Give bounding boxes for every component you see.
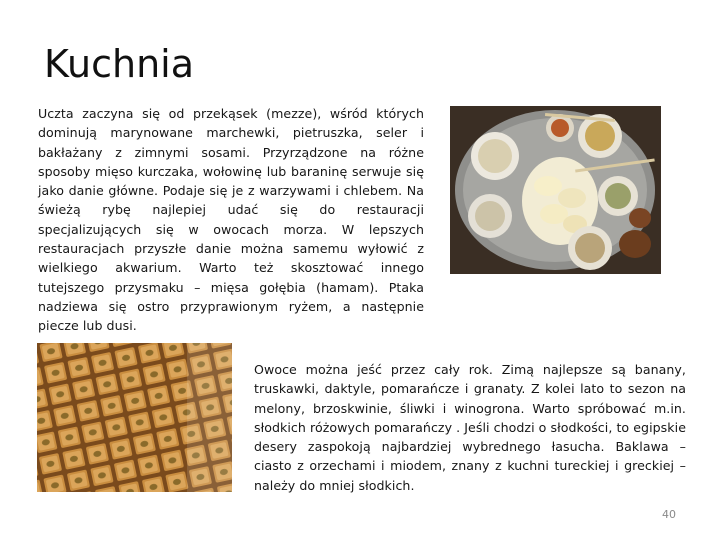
mezze-photo (450, 106, 661, 274)
slide-title: Kuchnia (44, 42, 195, 86)
paragraph-mezze: Uczta zaczyna się od przekąsek (mezze), wśród których dominują marynowane marchewki, pietruszka, seler i bakłażany z zimnymi sosami. Przyrządzone na różne sposoby mięso kurczaka, wołowinę lub baraninę serwuje się jako danie główne. Podaje się je z warzywami i chlebem. Na świeżą rybę najlepiej udać się do restauracji specjalizujących się w owocach morza. W lepszych restauracjach przyszłe danie można samemu wyłowić z wielkiego akwarium. Warto też skosztować innego tutejszego przysmaku – mięsa gołębia (hamam). Ptaka nadziewa się ostro przyprawionym ryżem, a następnie piecze lub dusi. (38, 106, 424, 334)
baklava-photo (37, 343, 232, 492)
page-number: 40 (662, 508, 676, 521)
paragraph-fruits-desserts: Owoce można jeść przez cały rok. Zimą najlepsze są banany, truskawki, daktyle, pomarańcze i granaty. Z kolei lato to sezon na melony, brzoskwinie, śliwki i winogrona. Warto spróbować m.in. słodkich różowych pomarańczy . Jeśli chodzi o słodkości, to egipskie desery zaspokoją najbardziej wybrednego łasucha. Baklawa – ciasto z orzechami i miodem, znany z kuchni tureckiej i greckiej – należy do mniej słodkich. (254, 362, 686, 493)
